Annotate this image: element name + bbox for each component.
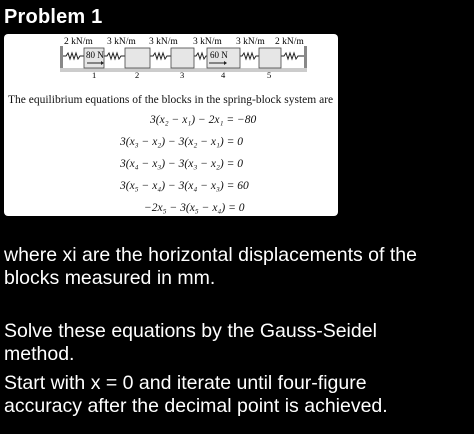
equation-2: 3(x₃ − x₂) − 3(x₂ − x₁) = 0 xyxy=(120,136,244,148)
body-line-6: Start with x = 0 and iterate until four-figure xyxy=(4,372,367,394)
block-number-4: 4 xyxy=(221,70,226,78)
spring-5 xyxy=(240,53,259,59)
block-number-3: 3 xyxy=(180,70,185,78)
spring-4 xyxy=(194,53,207,59)
body-line-2: blocks measured in mm. xyxy=(4,267,216,289)
equation-4: 3(x₅ − x₄) − 3(x₄ − x₃) = 60 xyxy=(120,180,249,192)
equation-5: −2x₅ − 3(x₅ − x₄) = 0 xyxy=(144,202,245,214)
spring-label-5: 3 kN/m xyxy=(236,37,265,47)
equation-3: 3(x₄ − x₃) − 3(x₃ − x₂) = 0 xyxy=(120,158,244,170)
block-number-1: 1 xyxy=(92,70,97,78)
problem-figure-card xyxy=(4,34,338,216)
block-number-5: 5 xyxy=(267,70,272,78)
spring-label-3: 3 kN/m xyxy=(149,37,178,47)
spring-6 xyxy=(281,53,304,59)
block-2 xyxy=(125,48,150,68)
equation-1: 3(x₂ − x₁) − 2x₁ = −80 xyxy=(150,114,257,126)
spring-1 xyxy=(63,53,84,59)
block-5 xyxy=(259,48,281,68)
intro-text: The equilibrium equations of the blocks in the spring-block system are xyxy=(8,94,334,106)
block-3 xyxy=(171,48,194,68)
spring-block-diagram xyxy=(4,34,338,78)
spring-label-2: 3 kN/m xyxy=(107,37,136,47)
spring-2 xyxy=(104,53,125,59)
force-label-1: 80 N xyxy=(86,50,104,60)
block-number-2: 2 xyxy=(135,70,140,78)
body-line-7: accuracy after the decimal point is achieved. xyxy=(4,395,388,417)
spring-label-1: 2 kN/m xyxy=(64,37,93,47)
body-line-4: Solve these equations by the Gauss-Seidel xyxy=(4,320,377,342)
force-label-2: 60 N xyxy=(210,50,228,60)
right-wall xyxy=(304,46,307,70)
spring-label-4: 3 kN/m xyxy=(193,37,222,47)
spring-label-6: 2 kN/m xyxy=(275,37,304,47)
body-line-5: method. xyxy=(4,343,75,365)
left-wall xyxy=(60,46,63,70)
spring-3 xyxy=(150,53,171,59)
problem-title: Problem 1 xyxy=(4,6,103,28)
body-line-1: where xi are the horizontal displacements of the xyxy=(4,244,417,266)
